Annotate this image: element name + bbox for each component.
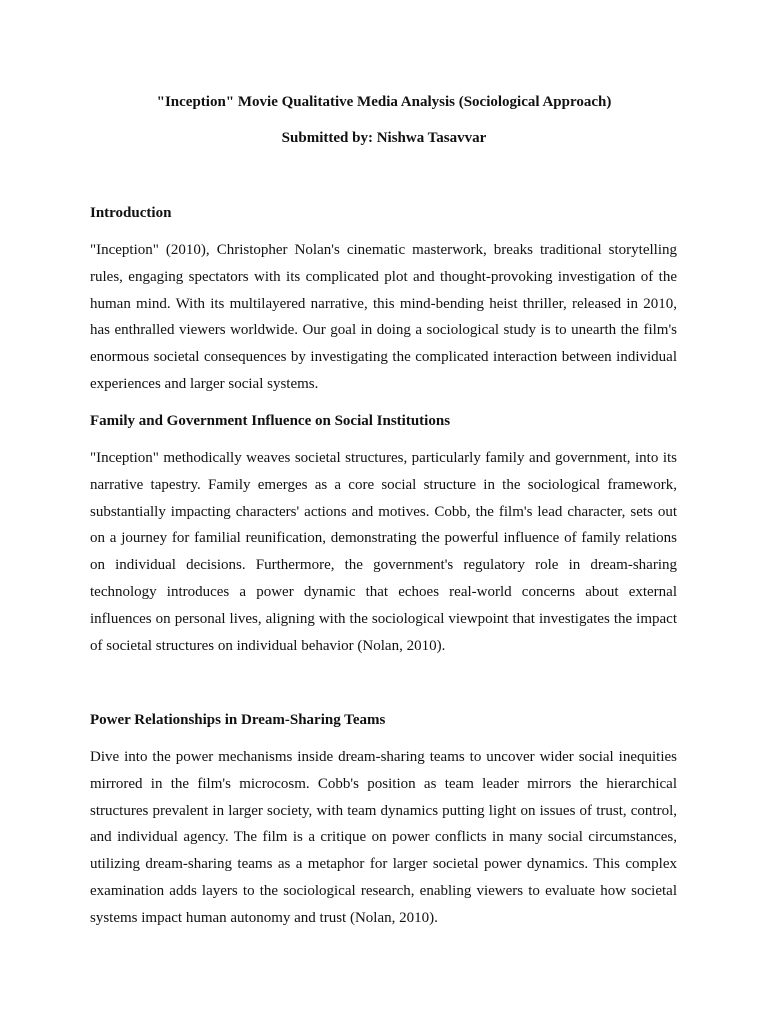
section-heading-family-government: Family and Government Influence on Social Institutions: [90, 413, 451, 429]
section-body-introduction: "Inception" (2010), Christopher Nolan's cinematic masterwork, breaks traditional storytelling rules, engaging spectators with its complicated plot and thought-provoking investigation of the human mind. With its multilayered narrative, this mind-bending heist thriller, released in 2010, has enthralled viewers worldwide. Our goal in doing a sociological study is to unearth the film's enormous societal consequences by investigating the complicated interaction between individual experiences and larger social systems.: [90, 242, 677, 392]
document-title: "Inception" Movie Qualitative Media Analysis (Sociological Approach): [156, 94, 612, 110]
submitted-by: Submitted by: Nishwa Tasavvar: [281, 130, 487, 146]
section-heading-power-relationships: Power Relationships in Dream-Sharing Teams: [90, 712, 386, 728]
section-body-family-government: "Inception" methodically weaves societal structures, particularly family and government, into its narrative tapestry. Family emerges as a core social structure in the sociological framework, substantially impacting characters' actions and motives. Cobb, the film's lead character, sets out on a journey for familial reunification, demonstrating the powerful influence of family relations on individual decisions. Furthermore, the government's regulatory role in dream-sharing technology introduces a power dynamic that echoes real-world concerns about external influences on personal lives, aligning with the sociological viewpoint that investigates the impact of societal structures on individual behavior (Nolan, 2010).: [90, 450, 677, 654]
section-body-power-relationships: Dive into the power mechanisms inside dream-sharing teams to uncover wider social inequities mirrored in the film's microcosm. Cobb's position as team leader mirrors the hierarchical structures prevalent in larger society, with team dynamics putting light on issues of trust, control, and individual agency. The film is a critique on power conflicts in many social circumstances, utilizing dream-sharing teams as a metaphor for larger societal power dynamics. This complex examination adds layers to the sociological research, enabling viewers to evaluate how societal systems impact human autonomy and trust (Nolan, 2010).: [90, 749, 677, 926]
section-heading-introduction: Introduction: [90, 205, 172, 221]
